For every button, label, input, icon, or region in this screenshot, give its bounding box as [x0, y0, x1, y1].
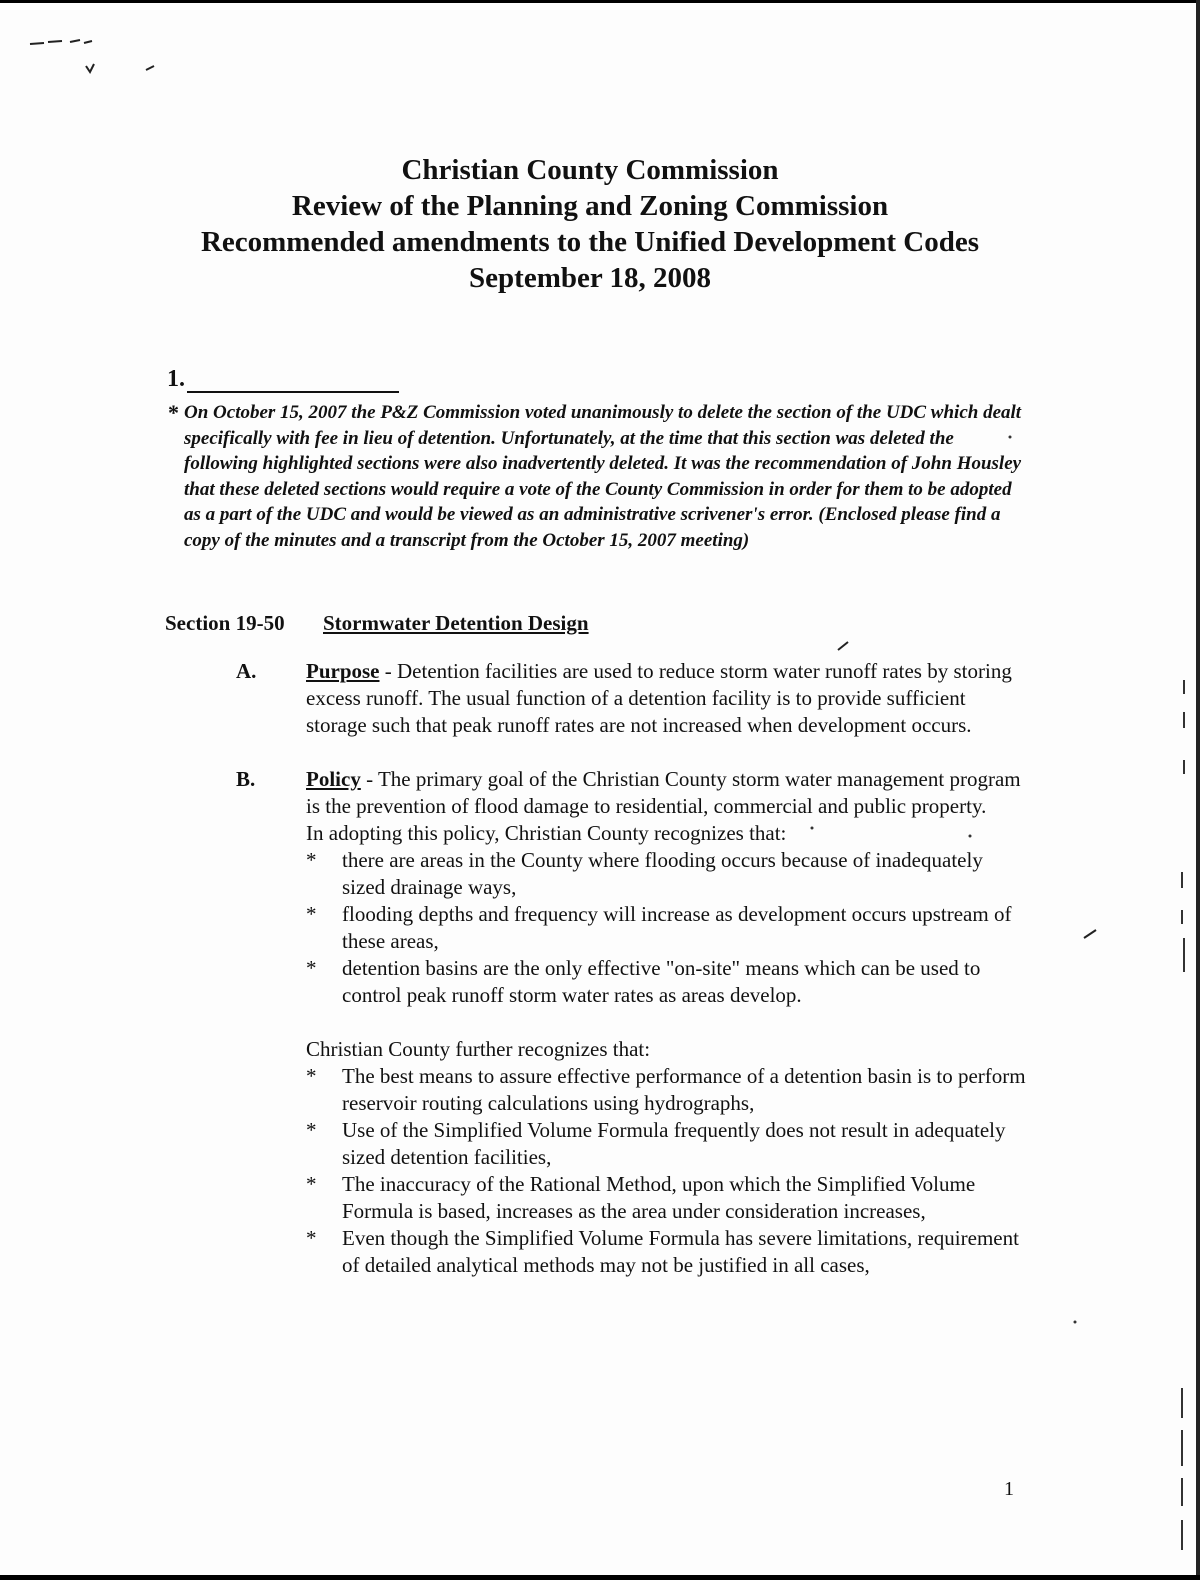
document-title [100, 152, 1080, 296]
page-number: 1 [1004, 1478, 1014, 1500]
section-heading [165, 611, 589, 636]
list-item [306, 1225, 1026, 1279]
bullet-text: Even though the Simplified Volume Formula has severe limitations, requirement of detailed analytical methods may not be justified in all cases, [342, 1226, 1019, 1277]
note-text: On October 15, 2007 the P&Z Commission voted unanimously to delete the section of the UDC which dealt specifically with fee in lieu of detention. Unfortunately, at the time that this section was deleted the following highlighted sections were also inadvertently deleted. It was the recommendation of John Housley that these deleted sections would require a vote of the County Commission in order for them to be adopted as a part of the UDC and would be viewed as an administrative scrivener's error. (Enclosed please find a copy of the minutes and a transcript from the October 15, 2007 meeting) [184, 402, 1022, 551]
title-line-amendments: Recommended amendments to the Unified Development Codes [200, 226, 980, 258]
purpose-block [236, 658, 1026, 739]
policy-intro-2: Christian County further recognizes that: [306, 1037, 651, 1061]
bullet-text: detention basins are the only effective "on-site" means which can be used to control peak runoff storm water rates as areas develop. [342, 956, 981, 1007]
policy-block [236, 766, 1026, 1279]
list-item [306, 1063, 1026, 1117]
bullet-text: flooding depths and frequency will increase as development occurs upstream of these areas, [342, 902, 1012, 953]
list-item [306, 1117, 1026, 1171]
policy-text: - The primary goal of the Christian County storm water management program is the prevention of flood damage to residential, commercial and public property. [306, 767, 1021, 818]
title-line-review: Review of the Planning and Zoning Commission [291, 190, 889, 222]
bullet-marker: * [306, 1118, 317, 1142]
bullet-text: there are areas in the County where flooding occurs because of inadequately sized drainage ways, [342, 848, 983, 899]
bullet-marker: * [306, 1226, 317, 1250]
item-number-label: 1. [167, 366, 185, 392]
list-item [306, 901, 1026, 955]
purpose-entry [236, 658, 1026, 739]
title-line-commission: Christian County Commission [401, 154, 779, 186]
policy-entry [236, 766, 1026, 820]
section-title: Stormwater Detention Design [323, 611, 589, 635]
bullet-marker: * [306, 1064, 317, 1088]
policy-content [306, 766, 1026, 820]
explanatory-note [168, 400, 1028, 553]
purpose-letter: A. [236, 659, 257, 683]
list-item [306, 1171, 1026, 1225]
purpose-text: - Detention facilities are used to reduce storm water runoff rates by storing excess runoff. The usual function of a detention facility is to provide sufficient storage such that peak runoff rates are not increased when development occurs. [306, 659, 1012, 737]
title-line-date: September 18, 2008 [469, 262, 711, 294]
policy-letter: B. [236, 767, 256, 791]
bullet-text: The inaccuracy of the Rational Method, upon which the Simplified Volume Formula is based, increases as the area under consideration increases, [342, 1172, 976, 1223]
bullet-marker: * [306, 902, 317, 926]
section-number: Section 19-50 [165, 611, 285, 635]
purpose-label: Purpose [306, 659, 380, 683]
list-item [306, 955, 1026, 1009]
bullet-text: The best means to assure effective performance of a detention basin is to perform reservoir routing calculations using hydrographs, [342, 1064, 1026, 1115]
bullet-text: Use of the Simplified Volume Formula frequently does not result in adequately sized detention facilities, [342, 1118, 1006, 1169]
list-item [306, 847, 1026, 901]
policy-intro-1: In adopting this policy, Christian County recognizes that: [306, 821, 787, 845]
bullet-marker: * [306, 1172, 317, 1196]
bullet-marker: * [306, 848, 317, 872]
item-number [167, 366, 399, 393]
policy-label: Policy [306, 767, 361, 791]
item-blank-line [187, 369, 399, 393]
bullet-marker: * [306, 956, 317, 980]
note-marker: * [168, 400, 179, 425]
purpose-content [306, 658, 1026, 739]
